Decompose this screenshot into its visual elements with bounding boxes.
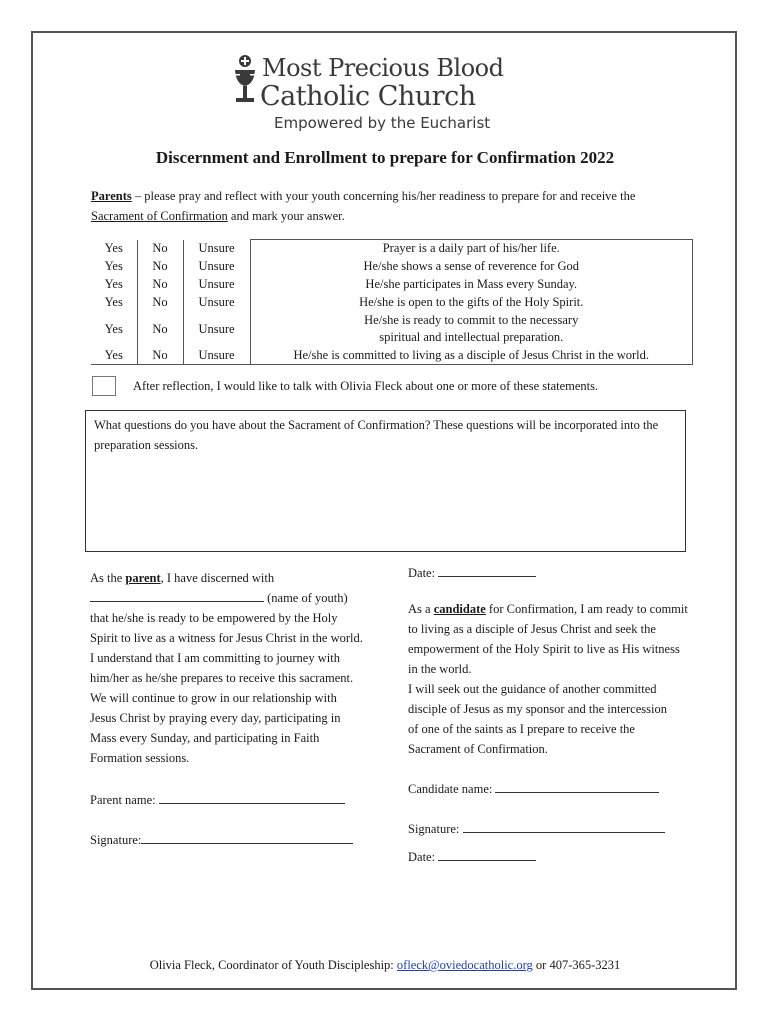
candidate-signature-field[interactable] <box>463 819 665 833</box>
chalice-icon <box>232 52 262 112</box>
option-unsure[interactable]: Unsure <box>183 276 250 294</box>
parent-name-line <box>90 790 370 810</box>
intro-text-2: and mark your answer. <box>227 209 345 223</box>
logo-line-2: Catholic Church <box>260 81 476 112</box>
statement: He/she shows a sense of reverence for God <box>250 258 693 276</box>
checklist-row <box>91 294 693 312</box>
option-unsure[interactable]: Unsure <box>183 347 250 365</box>
intro-text-1: – please pray and reflect with your youth concerning his/her readiness to prepare for and receive the <box>131 189 636 203</box>
youth-name-field[interactable] <box>90 588 264 602</box>
date2-label: Date: <box>408 850 436 864</box>
logo-line-1: Most Precious Blood <box>262 54 504 82</box>
option-yes[interactable]: Yes <box>91 276 137 294</box>
option-unsure[interactable]: Unsure <box>183 240 250 258</box>
candidate-name-field[interactable] <box>495 779 659 793</box>
candidate-name-line <box>408 779 698 799</box>
parent-signature-field[interactable] <box>141 830 353 844</box>
parent-name-field[interactable] <box>159 790 345 804</box>
option-unsure[interactable]: Unsure <box>183 312 250 347</box>
checklist-row <box>91 312 693 347</box>
sacrament-link: Sacrament of Confirmation <box>91 209 228 223</box>
readiness-checklist <box>91 239 693 365</box>
parent-text-1: As the <box>90 571 126 585</box>
statement-line-1: He/she is ready to commit to the necessary <box>364 313 579 327</box>
option-no[interactable]: No <box>137 312 183 347</box>
date-label: Date: <box>408 566 436 580</box>
footer-phone: or 407-365-3231 <box>532 958 621 972</box>
candidate-name-label: Candidate name: <box>408 782 493 796</box>
option-unsure[interactable]: Unsure <box>183 294 250 312</box>
option-yes[interactable]: Yes <box>91 240 137 258</box>
parents-label: Parents <box>91 189 132 203</box>
page-title: Discernment and Enrollment to prepare for Confirmation 2022 <box>155 148 615 167</box>
statement: Prayer is a daily part of his/her life. <box>250 240 693 258</box>
logo-tagline: Empowered by the Eucharist <box>274 114 491 132</box>
checklist-row <box>91 258 693 276</box>
parent-section <box>90 568 370 850</box>
checklist-row <box>91 240 693 258</box>
parent-name-label: Parent name: <box>90 793 156 807</box>
parent-signature-line <box>90 830 370 850</box>
questions-prompt: What questions do you have about the Sacrament of Confirmation? These questions will be incorporated into the preparation sessions. <box>94 418 659 452</box>
youth-name-line <box>90 588 370 608</box>
option-yes[interactable]: Yes <box>91 312 137 347</box>
candidate-word: candidate <box>433 602 486 616</box>
candidate-statement <box>408 599 688 679</box>
option-yes[interactable]: Yes <box>91 294 137 312</box>
option-no[interactable]: No <box>137 294 183 312</box>
candidate-date2-line <box>408 847 698 867</box>
youth-name-caption: (name of youth) <box>267 591 348 605</box>
option-no[interactable]: No <box>137 276 183 294</box>
date2-field[interactable] <box>438 847 536 861</box>
parent-signature-label: Signature: <box>90 833 142 847</box>
checklist-row <box>91 276 693 294</box>
checklist-row <box>91 347 693 365</box>
option-no[interactable]: No <box>137 240 183 258</box>
candidate-section <box>408 563 698 867</box>
statement: He/she participates in Mass every Sunday. <box>250 276 693 294</box>
statement: He/she is committed to living as a disciple of Jesus Christ in the world. <box>250 347 693 365</box>
candidate-signature-line <box>408 819 698 839</box>
statement: He/she is open to the gifts of the Holy Spirit. <box>250 294 693 312</box>
option-no[interactable]: No <box>137 258 183 276</box>
email-link[interactable]: ofleck@oviedocatholic.org <box>396 958 533 972</box>
intro-paragraph <box>91 186 691 226</box>
parent-body: that he/she is ready to be empowered by the Holy Spirit to live as a witness for Jesus Christ in the world. I understand that I am committing to journey with him/her as he/she prepares to receive this sacrament. We will continue to grow in our relationship with Jesus Christ by praying every day, participating in Mass every Sunday, and participating in Faith Formation sessions. <box>90 611 363 765</box>
option-no[interactable]: No <box>137 347 183 365</box>
church-logo <box>232 52 542 136</box>
parent-word: parent <box>125 571 161 585</box>
candidate-date-line <box>408 563 698 583</box>
parent-text-2: , I have discerned with <box>160 571 275 585</box>
statement <box>250 312 693 347</box>
candidate-guidance: I will seek out the guidance of another committed disciple of Jesus as my sponsor and the intercession of one of the saints as I prepare to receive the Sacrament of Confirmation. <box>408 682 667 756</box>
option-unsure[interactable]: Unsure <box>183 258 250 276</box>
after-reflection-text: After reflection, I would like to talk with Olivia Fleck about one or more of these statements. <box>133 379 599 393</box>
candidate-text-2: for Confirmation, I am ready to commit to living as a disciple of Jesus Christ and seek the empowerment of the Holy Spirit to live as His witness in the world. <box>408 602 688 676</box>
footer-contact <box>0 958 770 973</box>
talk-checkbox[interactable] <box>92 376 116 396</box>
questions-textarea[interactable] <box>85 410 686 552</box>
candidate-signature-label: Signature: <box>408 822 460 836</box>
option-yes[interactable]: Yes <box>91 347 137 365</box>
statement-line-2: spiritual and intellectual preparation. <box>379 330 564 344</box>
date-field[interactable] <box>438 563 536 577</box>
footer-text: Olivia Fleck, Coordinator of Youth Discipleship: <box>149 958 397 972</box>
candidate-text-1: As a <box>408 602 434 616</box>
parent-intro-line <box>90 568 370 588</box>
option-yes[interactable]: Yes <box>91 258 137 276</box>
